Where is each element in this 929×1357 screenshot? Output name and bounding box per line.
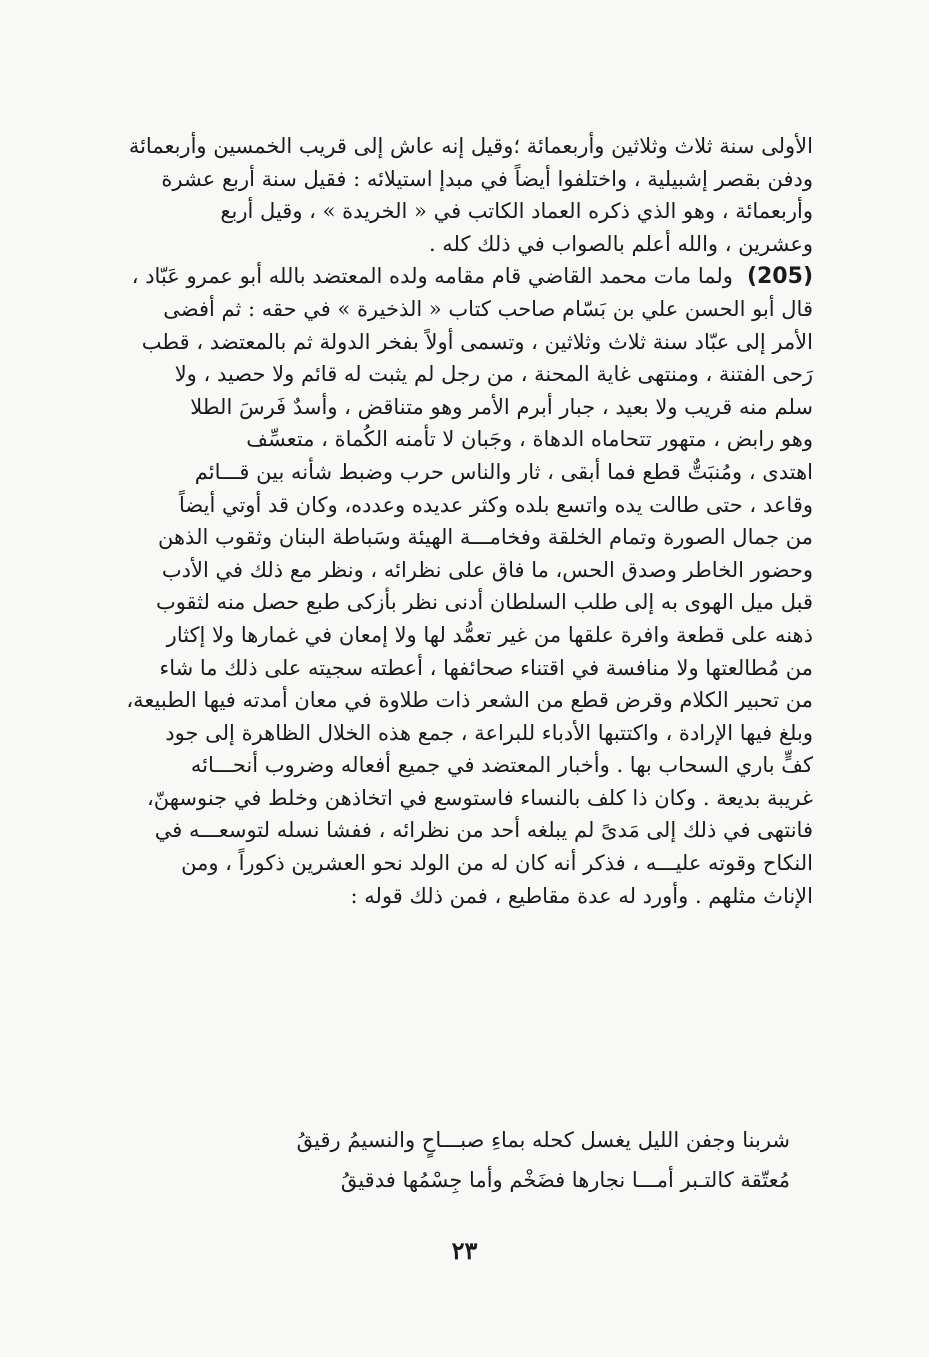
text-line: من تحبير الكلام وقرض قطع من الشعر ذات طلاوة في معان أمدته فيها الطبيعة، bbox=[126, 688, 813, 713]
text-line: قال أبو الحسن علي بن بَسّام صاحب كتاب « الذخيرة » في حقه : ثم أفضى bbox=[163, 296, 813, 321]
text-line: وهو رابض ، متهور تتحاماه الدهاة ، وجَبان لا تأمنه الكُماة ، متعسِّف bbox=[246, 427, 813, 452]
text-line: سلم منه قريب ولا بعيد ، جبار أبرم الأمر وهو متناقض ، وأسدٌ فَرسَ الطلا bbox=[190, 394, 813, 419]
text-line: غريبة بديعة . وكان ذا كلف بالنساء فاستوسع في اتخاذهن وخلط في جنوسهنّ، bbox=[146, 785, 813, 810]
text-line: وقاعد ، حتى طالت يده واتسع بلده وكثر عديده وعدده، وكان قد أوتي أيضاً bbox=[178, 492, 813, 517]
text-line: رَحى الفتنة ، ومنتهى غاية المحنة ، من رجل لم يثبت له قائم ولا حصيد ، ولا bbox=[174, 362, 813, 387]
text-line: الإناث مثلهم . وأورد له عدة مقاطيع ، فمن ذلك قوله : bbox=[350, 883, 813, 908]
text-line: ولما مات محمد القاضي قام مقامه ولده المعتضد بالله أبو عمرو عَبّاد ، bbox=[131, 264, 733, 289]
paragraph-205-first-line bbox=[118, 260, 813, 293]
text-line: اهتدى ، ومُنبَتٌّ قطع فما أبقى ، ثار والناس حرب وضبط شأنه بين قـــائم bbox=[194, 459, 813, 484]
body-text bbox=[118, 130, 813, 912]
text-line: من مُطالعتها ولا منافسة في اقتناء صحائفها ، أعطته سجيته على ذلك ما شاء bbox=[159, 655, 813, 680]
text-line: وبلغ فيها الإرادة ، واكتتبها الأدباء للبراعة ، جمع هذه الخلال الظاهرة إلى جود bbox=[165, 720, 813, 745]
text-line: وعشرين ، والله أعلم بالصواب في ذلك كله . bbox=[428, 231, 813, 256]
text-line: وحضور الخاطر وصدق الحس، ما فاق على نظرائه ، ونظر مع ذلك في الأدب bbox=[161, 557, 813, 582]
text-line: فانتهى في ذلك إلى مَدىً لم يبلغه أحد من نظرائه ، ففشا نسله لتوسعـــه في bbox=[154, 818, 813, 843]
poem-verse: مُعتّقة كالتـبر أمـــا نجارها فضَخْم وأما جِسْمُها فدقيقُ bbox=[340, 1168, 790, 1192]
text-line: كفٍّ باري السحاب بها . وأخبار المعتضد في جميع أفعاله وضروب أنحـــائه bbox=[190, 753, 813, 778]
poem-verses bbox=[150, 1120, 790, 1200]
page-number: ٢٣ bbox=[451, 1236, 478, 1265]
text-line: ودفن بقصر إشبيلية ، واختلفوا أيضاً في مبدإ استيلائه : فقيل سنة أربع عشرة bbox=[161, 166, 813, 191]
text-line: الأولى سنة ثلاث وثلاثين وأربعمائة ؛وقيل إنه عاش إلى قريب الخمسين وأربعمائة bbox=[128, 134, 813, 158]
text-line: وأربعمائة ، وهو الذي ذكره العماد الكاتب في « الخريدة » ، وقيل أربع bbox=[220, 199, 813, 224]
text-line: ذهنه على قطعة وافرة علقها من غير تعمُّد لها ولا إمعان في غمارها ولا إكثار bbox=[166, 622, 813, 647]
text-line: من جمال الصورة وتمام الخلقة وفخامـــة الهيئة وسَباطة البنان وثقوب الذهن bbox=[157, 525, 813, 550]
poem-verse: شربنا وجفن الليل يغسل كحله بماءِ صبـــاحٍ والنسيمُ رقيقُ bbox=[296, 1128, 790, 1152]
paragraph-number: (205) bbox=[746, 264, 813, 290]
text-line: قبل ميل الهوى به إلى طلب السلطان أدنى نظر بأزكى طبع حصل منه لثقوب bbox=[155, 590, 813, 615]
text-line: النكاح وقوته عليـــه ، فذكر أنه كان له من الولد نحو العشرين ذكوراً ، ومن bbox=[181, 851, 813, 876]
text-line: الأمر إلى عبّاد سنة ثلاث وثلاثين ، وتسمى أولاً بفخر الدولة ثم بالمعتضد ، قطب bbox=[141, 329, 813, 354]
